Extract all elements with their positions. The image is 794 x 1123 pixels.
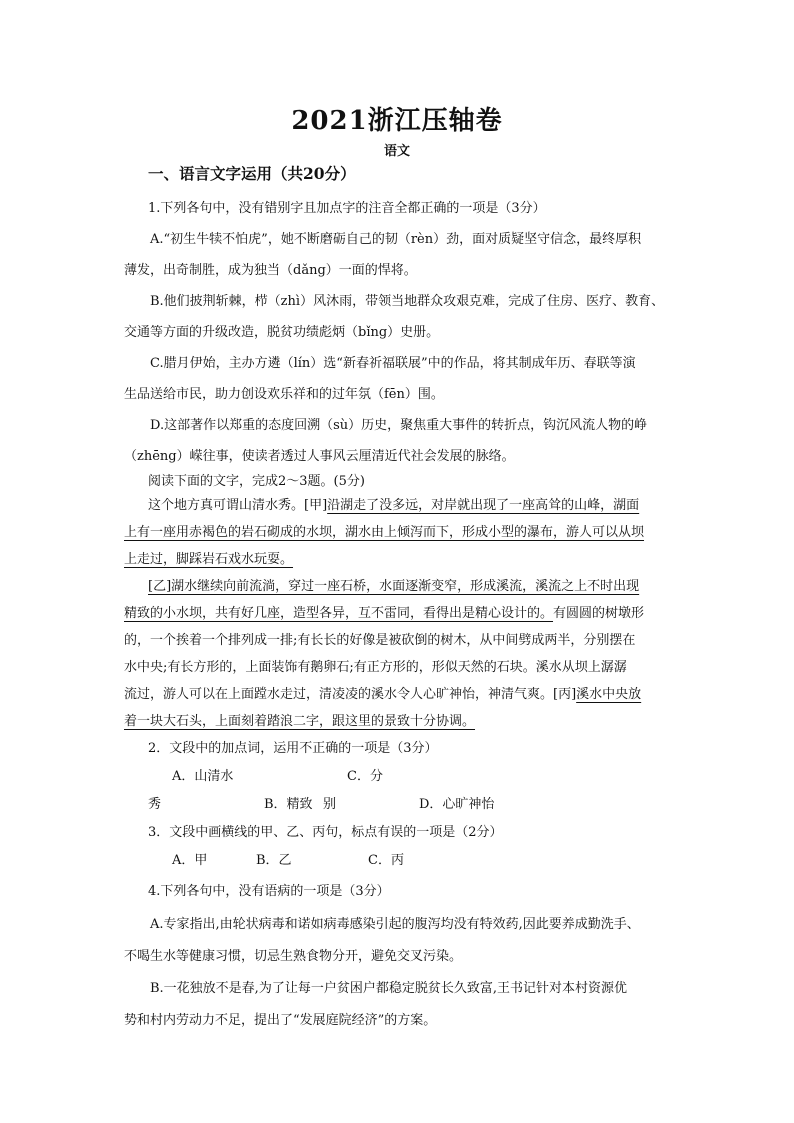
q2-stem: 2．文段中的加点词，运用不正确的一项是（3分） bbox=[148, 741, 438, 756]
q1-option-c-line2: 生品送给市民，助力创设欢乐祥和的过年氛（fēn）围。 bbox=[124, 387, 444, 402]
q2-option-d: D．心旷神怡 bbox=[419, 797, 495, 812]
q1-option-b-line2: 交通等方面的升级改造，脱贫功绩彪炳（bǐng）史册。 bbox=[124, 325, 440, 340]
q3-option-a: A．甲 bbox=[172, 853, 208, 868]
passage-line-7: 水中央;有长方形的，上面装饰有鹅卵石;有正方形的，形似天然的石块。溪水从坝上潺潺 bbox=[124, 660, 627, 675]
passage-p1-prefix: 这个地方真可谓山清水秀。[甲] bbox=[148, 498, 328, 513]
passage-line-8 bbox=[124, 681, 679, 708]
sentence-jia-part3: 上走过，脚踩岩石戏水玩耍。 bbox=[124, 552, 294, 567]
passage-text: 流过，游人可以在上面蹚水走过，清凌凌的溪水令人心旷神怡，神清气爽。[丙] bbox=[124, 687, 577, 702]
passage-line-9 bbox=[124, 708, 679, 735]
section-heading: 一、语言文字运用（共20分） bbox=[148, 164, 356, 183]
reading-intro: 阅读下面的文字，完成2～3题。(5分) bbox=[148, 474, 365, 489]
q3-option-b: B．乙 bbox=[256, 853, 292, 868]
passage-line-3 bbox=[124, 546, 679, 573]
sentence-bing-part2: 着一块大石头，上面刻着踏浪二字，跟这里的景致十分协调。 bbox=[124, 714, 476, 729]
passage-line-4 bbox=[124, 573, 679, 600]
page-title: 2021浙江压轴卷 bbox=[291, 106, 503, 136]
q4-option-a-line2: 不喝生水等健康习惯，切忌生熟食物分开，避免交叉污染。 bbox=[124, 949, 463, 964]
q2-option-a: A．山清水秀 bbox=[148, 769, 234, 812]
sentence-jia-part2: 上有一座用赤褐色的岩石砌成的水坝，湖水由上倾泻而下，形成小型的瀑布，游人可以从坝 bbox=[124, 525, 645, 540]
passage-line-1 bbox=[124, 492, 679, 519]
q1-option-a-line1: A.“初生牛犊不怕虎”，她不断磨砺自己的韧（rèn）劲，面对质疑坚守信念，最终厚积 bbox=[150, 232, 642, 247]
q4-option-b-line1: B.一花独放不是春,为了让每一户贫困户都稳定脱贫长久致富,王书记针对本村资源优 bbox=[150, 981, 627, 996]
q4-option-b-line2: 势和村内劳动力不足，提出了“发展庭院经济”的方案。 bbox=[124, 1013, 437, 1028]
q2-option-b: B．精致 bbox=[264, 797, 313, 812]
sentence-jia-part1: 沿湖走了没多远，对岸就出现了一座高耸的山峰，湖面 bbox=[327, 498, 640, 513]
passage-line-5 bbox=[124, 600, 679, 627]
q2-options bbox=[124, 763, 679, 819]
q1-option-d-line1: D.这部著作以郑重的态度回溯（sù）历史，聚焦重大事件的转折点，钩沉风流人物的峥 bbox=[150, 418, 648, 433]
passage-line-6: 的，一个挨着一个排列成一排;有长长的好像是被砍倒的树木，从中间劈成两半，分别摆在 bbox=[124, 633, 636, 648]
sentence-bing-part1: 溪水中央放 bbox=[576, 687, 642, 702]
q3-option-c: C．丙 bbox=[368, 853, 404, 868]
q1-option-d-line2: （zhēng）嵘往事，使读者透过人事风云厘清近代社会发展的脉络。 bbox=[124, 449, 515, 464]
sentence-yi-part1: [乙]湖水继续向前流淌，穿过一座石桥，水面逐渐变窄，形成溪流，溪流之上不时出现 bbox=[148, 579, 640, 594]
subject-label: 语文 bbox=[383, 144, 410, 159]
q3-options bbox=[124, 847, 679, 875]
passage-text: 有圆圆的树墩形 bbox=[553, 606, 645, 621]
exam-body bbox=[124, 193, 679, 1037]
q1-option-a-line2: 薄发，出奇制胜，成为独当（dǎng）一面的悍将。 bbox=[124, 263, 417, 278]
q4-stem: 4.下列各句中，没有语病的一项是（3分） bbox=[148, 884, 390, 899]
q3-stem: 3．文段中画横线的甲、乙、丙句，标点有误的一项是（2分） bbox=[148, 825, 503, 840]
q4-option-a-line1: A.专家指出,由轮状病毒和诺如病毒感染引起的腹泻均没有特效药,因此要养成勤洗手、 bbox=[150, 917, 640, 932]
q1-option-b-line1: B.他们披荆斩棘，栉（zhì）风沐雨，带领当地群众攻艰克难，完成了住房、医疗、教育、 bbox=[150, 294, 665, 309]
sentence-yi-part2: 精致的小水坝，共有好几座，造型各异，互不雷同，看得出是精心设计的。 bbox=[124, 606, 554, 621]
q2-option-c: C．分别 bbox=[323, 769, 383, 812]
passage-line-2 bbox=[124, 519, 679, 546]
q1-stem: 1.下列各句中，没有错别字且加点字的注音全都正确的一项是（3分） bbox=[148, 201, 546, 216]
q1-option-c-line1: C.腊月伊始，主办方遴（lín）选“新春祈福联展”中的作品，将其制成年历、春联等演 bbox=[150, 356, 636, 371]
